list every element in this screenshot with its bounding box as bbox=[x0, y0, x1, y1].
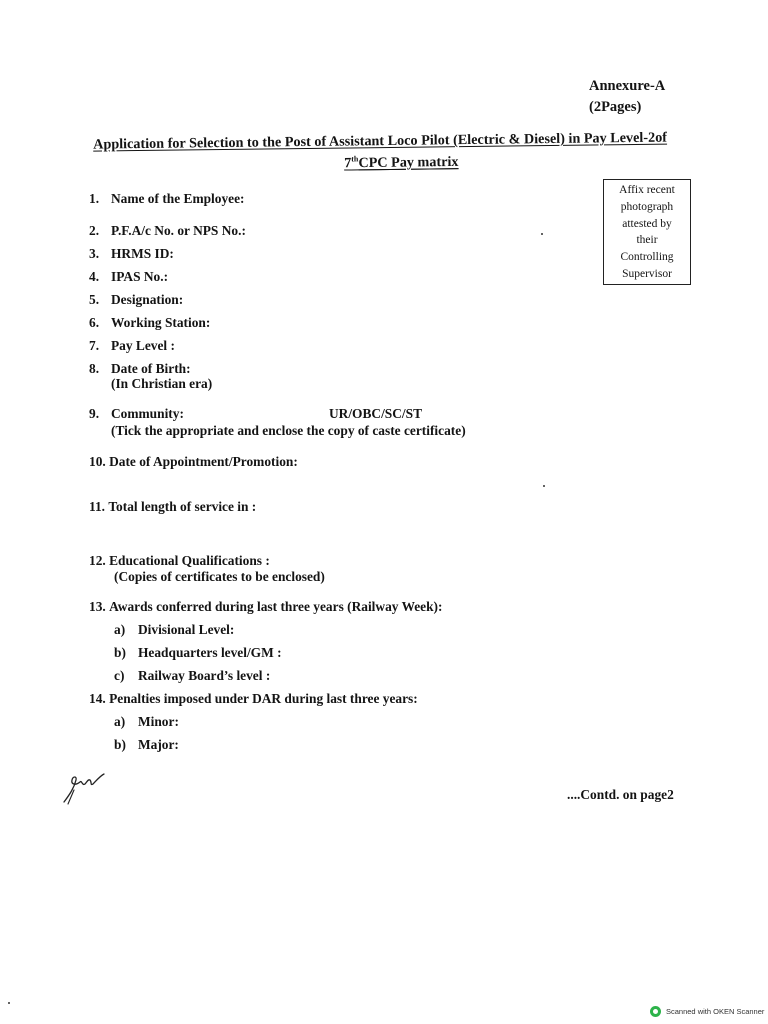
title-line-1: Application for Selection to the Post of Assistant Loco Pilot (Electric & Diesel) in Pay Level-2of bbox=[93, 129, 668, 153]
form-item-date-of-appointment bbox=[89, 454, 298, 470]
sub-letter: a) bbox=[114, 622, 126, 637]
photo-box-line: Affix recent bbox=[619, 184, 675, 196]
item-number: 3. bbox=[89, 246, 100, 261]
item-label: Penalties imposed under DAR during last three years: bbox=[109, 691, 418, 706]
item-number: 5. bbox=[89, 292, 100, 307]
photo-box-line: attested by bbox=[622, 217, 672, 230]
sub-letter: a) bbox=[114, 714, 126, 729]
form-item-penalties bbox=[89, 691, 418, 707]
form-item-ipas-no bbox=[89, 269, 168, 285]
handwritten-initials bbox=[60, 770, 110, 806]
scanner-logo-icon bbox=[650, 1006, 661, 1017]
form-item-length-of-service bbox=[89, 499, 256, 515]
scanner-watermark bbox=[650, 1006, 764, 1017]
photo-placeholder-box bbox=[603, 179, 691, 285]
scan-speck bbox=[8, 1002, 10, 1004]
item-number: 14. bbox=[89, 691, 106, 706]
form-item-pay-level bbox=[89, 338, 175, 354]
item-number: 11. bbox=[89, 499, 105, 514]
title-superscript: th bbox=[351, 154, 359, 164]
continued-note: ....Contd. on page2 bbox=[567, 787, 674, 802]
item-label: HRMS ID: bbox=[111, 246, 174, 261]
item-number: 9. bbox=[89, 406, 100, 421]
item-label: Working Station: bbox=[111, 315, 211, 330]
item-label: Date of Appointment/Promotion: bbox=[109, 454, 298, 469]
photo-box-line: Controlling bbox=[620, 251, 674, 264]
sub-label: Minor: bbox=[138, 714, 179, 729]
award-divisional-level bbox=[114, 622, 234, 638]
form-item-pf-account bbox=[89, 223, 246, 239]
sub-letter: b) bbox=[114, 645, 126, 660]
item-number: 1. bbox=[89, 191, 100, 206]
photo-box-line: Supervisor bbox=[622, 267, 672, 280]
annexure-header bbox=[589, 76, 665, 118]
form-item-employee-name bbox=[89, 191, 245, 207]
award-headquarters-level bbox=[114, 645, 282, 661]
sub-letter: b) bbox=[114, 737, 126, 752]
item-label: Awards conferred during last three years (Railway Week): bbox=[109, 599, 443, 614]
form-item-awards bbox=[89, 599, 442, 615]
form-item-date-of-birth bbox=[89, 361, 191, 377]
item-label: Total length of service in : bbox=[108, 499, 257, 514]
form-item-working-station bbox=[89, 315, 210, 331]
scanner-text: Scanned with OKEN Scanner bbox=[666, 1007, 765, 1016]
form-item-designation bbox=[89, 292, 183, 308]
sub-label: Railway Board’s level : bbox=[138, 668, 271, 683]
sub-label: Major: bbox=[138, 737, 179, 752]
date-of-birth-note: (In Christian era) bbox=[111, 376, 213, 391]
sub-letter: c) bbox=[114, 668, 125, 683]
scan-speck bbox=[543, 485, 545, 487]
photo-box-line: photograph bbox=[620, 200, 674, 213]
item-number: 2. bbox=[89, 223, 100, 238]
title-pay-commission-number: 7 bbox=[344, 155, 352, 172]
item-label: Date of Birth: bbox=[111, 361, 191, 376]
item-label: P.F.A/c No. or NPS No.: bbox=[111, 223, 246, 238]
page-count: (2Pages) bbox=[589, 99, 642, 115]
community-options: UR/OBC/SC/ST bbox=[329, 406, 423, 421]
form-item-educational-qualifications bbox=[89, 553, 270, 569]
penalty-major bbox=[114, 737, 179, 753]
sub-label: Divisional Level: bbox=[138, 622, 235, 637]
sub-label: Headquarters level/GM : bbox=[138, 645, 282, 660]
scan-speck bbox=[541, 233, 543, 235]
item-label: Educational Qualifications : bbox=[109, 553, 270, 568]
item-number: 6. bbox=[89, 315, 100, 330]
item-number: 13. bbox=[89, 599, 106, 614]
photo-box-line: their bbox=[636, 234, 658, 247]
award-railway-board-level bbox=[114, 668, 270, 684]
title-pay-matrix: CPC Pay matrix bbox=[358, 153, 459, 172]
item-label: Name of the Employee: bbox=[111, 191, 245, 206]
item-label: Pay Level : bbox=[111, 338, 175, 353]
annexure-label: Annexure-A bbox=[589, 78, 666, 94]
item-number: 7. bbox=[89, 338, 100, 353]
item-number: 12. bbox=[89, 553, 106, 568]
item-number: 8. bbox=[89, 361, 100, 376]
item-label: Community: bbox=[111, 406, 184, 421]
form-item-hrms-id bbox=[89, 246, 174, 262]
qualifications-note: (Copies of certificates to be enclosed) bbox=[114, 569, 325, 584]
item-number: 4. bbox=[89, 269, 100, 284]
item-number: 10. bbox=[89, 454, 106, 469]
item-label: Designation: bbox=[111, 292, 184, 307]
penalty-minor bbox=[114, 714, 179, 730]
item-label: IPAS No.: bbox=[111, 269, 169, 284]
form-title bbox=[60, 129, 700, 176]
form-item-community bbox=[89, 406, 184, 422]
community-note: (Tick the appropriate and enclose the copy of caste certificate) bbox=[111, 423, 466, 438]
